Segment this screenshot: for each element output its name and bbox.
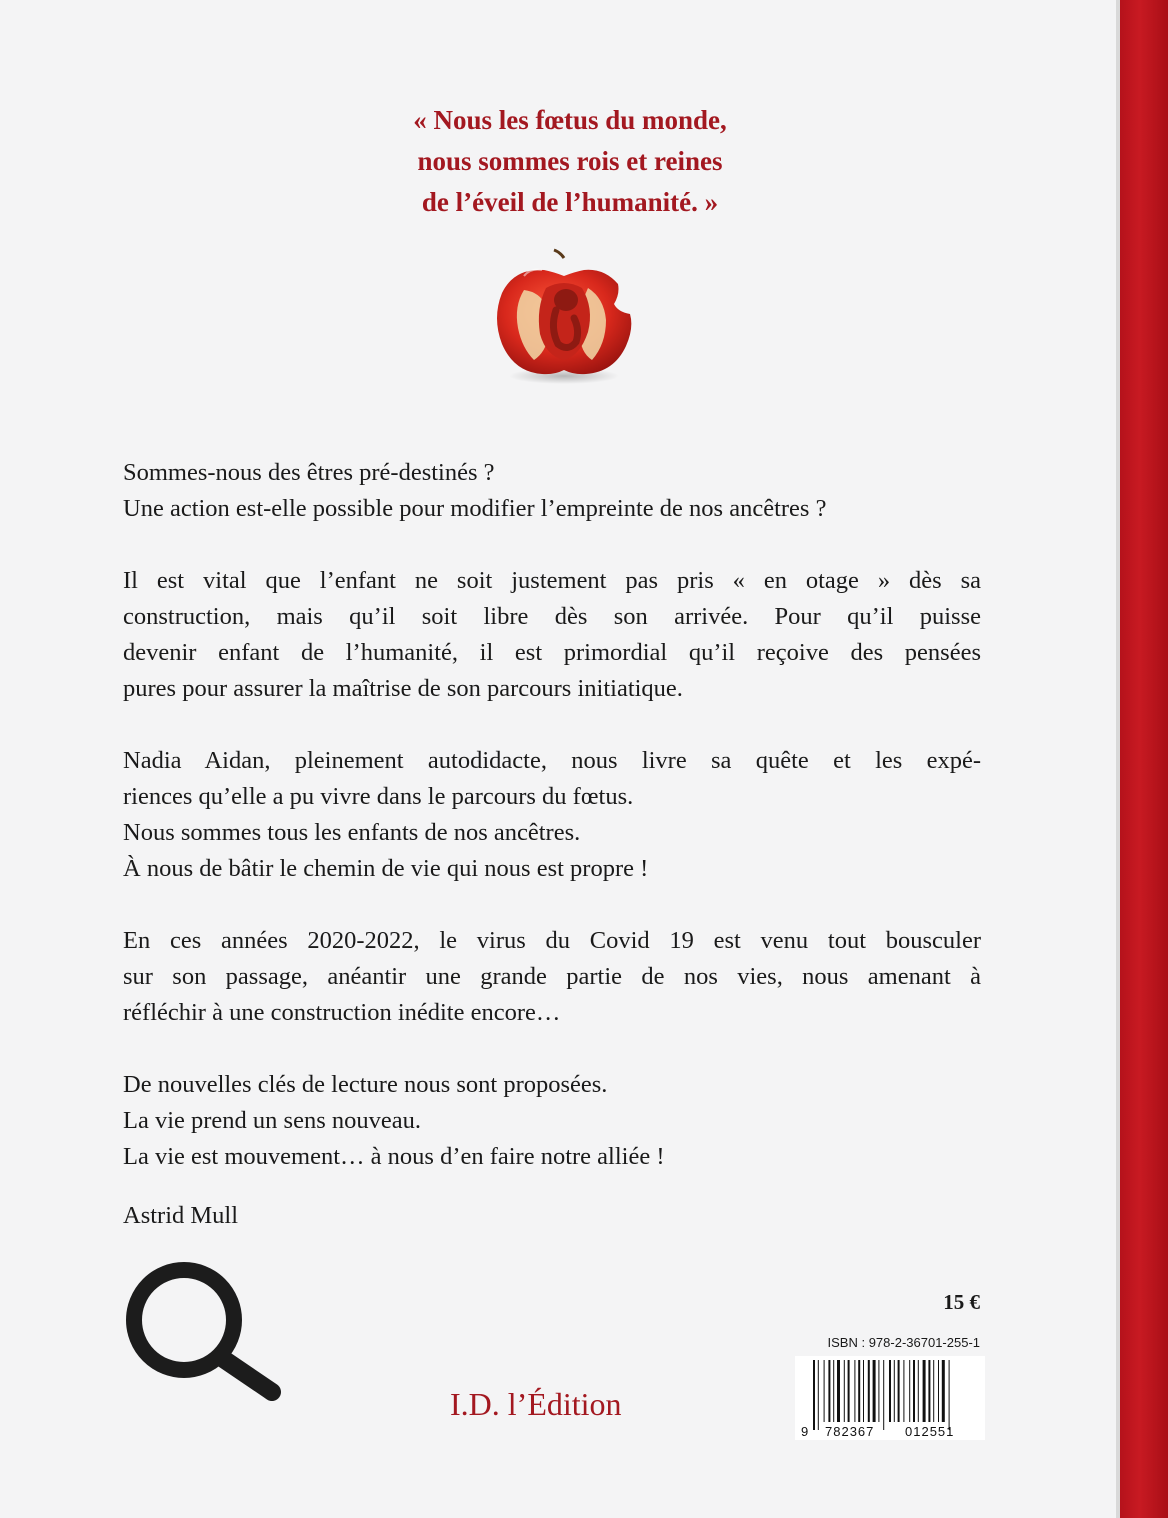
barcode-bar	[949, 1360, 950, 1430]
barcode-bar	[833, 1360, 834, 1422]
barcode-bar	[854, 1360, 855, 1422]
paragraph-2	[123, 563, 981, 707]
barcode-bar	[889, 1360, 891, 1422]
quote-line: de l’éveil de l’humanité. »	[421, 187, 719, 217]
barcode-bar	[918, 1360, 919, 1422]
paragraph-5	[123, 1067, 981, 1175]
text-line: La vie prend un sens nouveau.	[123, 1107, 421, 1134]
paragraph-3	[123, 743, 981, 887]
barcode-bar	[824, 1360, 825, 1422]
text-line: réfléchir à une construction inédite encore…	[123, 999, 561, 1026]
text-line: pures pour assurer la maîtrise de son parcours initiatique.	[123, 675, 683, 702]
paragraph-1	[123, 455, 981, 527]
barcode-digit: 9	[801, 1424, 809, 1439]
barcode-bar	[942, 1360, 945, 1422]
barcode-bar	[928, 1360, 930, 1422]
barcode-bar	[933, 1360, 934, 1422]
search-icon[interactable]	[112, 1256, 292, 1406]
text-line: sur son passage, anéantir une grande partie de nos vies, nous amenant à	[123, 963, 981, 990]
text-line: devenir enfant de l’humanité, il est primordial qu’il reçoive des pensées	[123, 639, 981, 666]
cover-quote	[200, 100, 940, 223]
isbn: ISBN : 978-2-36701-255-1	[827, 1335, 980, 1350]
barcode-bar	[837, 1360, 840, 1422]
barcode	[795, 1356, 985, 1440]
barcode-bar	[909, 1360, 910, 1422]
text-line: Nadia Aidan, pleinement autodidacte, nous livre sa quête et les expé-	[123, 747, 981, 774]
text-line: De nouvelles clés de lecture nous sont proposées.	[123, 1071, 608, 1098]
barcode-bar	[898, 1360, 900, 1422]
author-signature: Astrid Mull	[123, 1202, 239, 1229]
text-line: En ces années 2020-2022, le virus du Covid 19 est venu tout bousculer	[123, 927, 981, 954]
text-line: construction, mais qu’il soit libre dès son arrivée. Pour qu’il puisse	[123, 603, 981, 630]
barcode-bar	[818, 1360, 819, 1430]
back-cover-text	[123, 455, 981, 1211]
barcode-bar	[858, 1360, 860, 1422]
barcode-bar	[923, 1360, 926, 1422]
paragraph-4	[123, 923, 981, 1031]
barcode-bar	[938, 1360, 939, 1422]
barcode-bar	[903, 1360, 904, 1422]
text-line: À nous de bâtir le chemin de vie qui nous est propre !	[123, 855, 649, 882]
barcode-bar	[883, 1360, 884, 1430]
barcode-bar	[873, 1360, 876, 1422]
barcode-bar	[913, 1360, 915, 1422]
apple-fetus-icon	[484, 248, 644, 388]
barcode-digits: 782367	[825, 1424, 875, 1439]
barcode-bar	[894, 1360, 895, 1422]
red-spine	[1120, 0, 1168, 1518]
barcode-bar	[828, 1360, 830, 1422]
barcode-digits: 012551	[905, 1424, 955, 1439]
text-line: Il est vital que l’enfant ne soit justement pas pris « en otage » dès sa	[123, 567, 981, 594]
text-line: Une action est-elle possible pour modifier l’empreinte de nos ancêtres ?	[123, 495, 827, 522]
text-line: Nous sommes tous les enfants de nos ancêtres.	[123, 819, 581, 846]
text-line: Sommes-nous des êtres pré-destinés ?	[123, 459, 495, 486]
barcode-bar	[844, 1360, 845, 1422]
text-line: La vie est mouvement… à nous d’en faire notre alliée !	[123, 1143, 665, 1170]
quote-line: « Nous les fœtus du monde,	[413, 105, 727, 135]
barcode-bar	[878, 1360, 879, 1422]
price: 15 €	[943, 1290, 980, 1314]
barcode-bar	[813, 1360, 815, 1430]
quote-line: nous sommes rois et reines	[417, 146, 723, 176]
barcode-bar	[863, 1360, 864, 1422]
text-line: riences qu’elle a pu vivre dans le parcours du fœtus.	[123, 783, 634, 810]
barcode-bar	[868, 1360, 870, 1422]
barcode-bar	[848, 1360, 850, 1422]
publisher-name: I.D. l’Édition	[450, 1386, 622, 1422]
